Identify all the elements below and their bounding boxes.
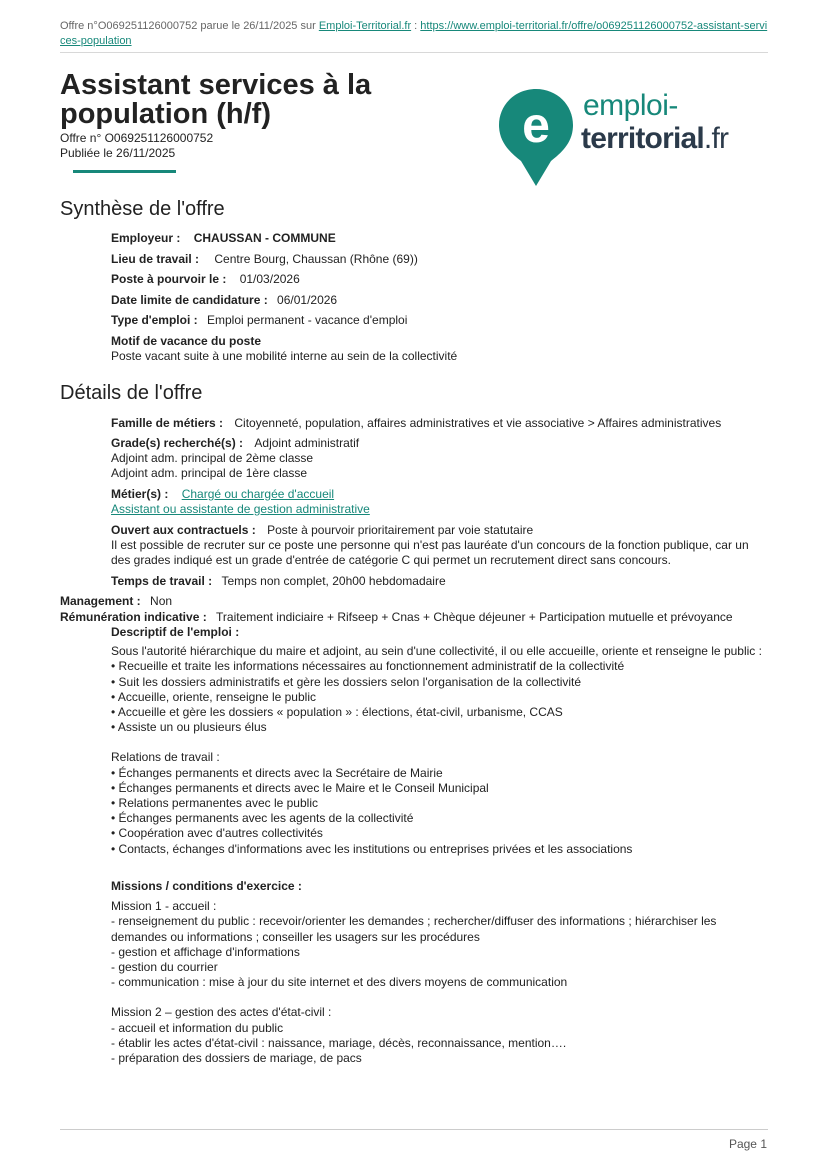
descriptif-intro: Sous l'autorité hiérarchique du maire et adjoint, au sein d'une collectivité, il ou elle accueille, oriente et renseigne le public :: [111, 644, 762, 659]
emploi-territorial-logo: [497, 87, 767, 192]
field-temps: [111, 574, 446, 589]
value-employeur: CHAUSSAN - COMMUNE: [193, 231, 336, 245]
value-motif: Poste vacant suite à une mobilité interne au sein de la collectivité: [111, 349, 458, 363]
field-poste: [111, 272, 300, 287]
site-link[interactable]: Emploi-Territorial.fr: [318, 20, 412, 32]
descriptif-bullet: • Recueille et traite les informations nécessaires au fonctionnement administratif de la collectivité: [111, 659, 625, 674]
value-remuneration: Traitement indiciaire + Rifseep + Cnas + Chèque déjeuner + Participation mutuelle et prévoyance: [216, 610, 733, 624]
label-date-limite: Date limite de candidature :: [111, 293, 268, 307]
label-famille: Famille de métiers :: [111, 416, 224, 430]
mission2-item: - préparation des dossiers de mariage, de pacs: [111, 1051, 362, 1066]
label-lieu: Lieu de travail :: [111, 252, 200, 266]
relations-item: • Échanges permanents avec les agents de la collectivité: [111, 811, 414, 826]
field-famille: [111, 416, 771, 431]
value-contractuels: Poste à pourvoir prioritairement par voie statutaire: [267, 523, 534, 537]
contractuels-note: Il est possible de recruter sur ce poste une personne qui n'est pas lauréate d'un concours de la fonction publique, car un des grades indiqué est un grade d'entrée de catégorie C qui permet un recrutement direct sans concours.: [111, 538, 749, 567]
label-employeur: Employeur :: [111, 231, 181, 245]
page-number: Page 1: [728, 1137, 767, 1151]
map-pin-e-icon: [497, 87, 575, 187]
offer-number: Offre n° O069251126000752: [60, 131, 214, 145]
offer-url-link[interactable]: https://www.emploi-territorial.fr/offre/o069251126000752-assistant-services-population: [60, 20, 768, 47]
logo-text-territorial: [581, 123, 728, 155]
grade-item: Adjoint administratif: [254, 436, 360, 450]
logo-territorial: territorial: [581, 122, 704, 155]
relations-item: • Échanges permanents et directs avec la Secrétaire de Mairie: [111, 765, 443, 780]
label-descriptif: Descriptif de l'emploi :: [111, 625, 240, 639]
field-date-limite: [111, 293, 337, 308]
label-motif: Motif de vacance du poste: [111, 334, 262, 348]
value-date-limite: 06/01/2026: [277, 293, 338, 307]
label-grades: Grade(s) recherché(s) :: [111, 436, 244, 450]
footer-divider: [60, 1129, 768, 1130]
details-heading: Détails de l'offre: [60, 382, 203, 404]
relations-item: • Contacts, échanges d'informations avec les institutions ou entreprises privées et les associations: [111, 841, 633, 856]
field-metiers: [111, 487, 370, 517]
metier-link[interactable]: Assistant ou assistante de gestion administrative: [111, 502, 370, 516]
descriptif-bullet: • Suit les dossiers administratifs et gère les dossiers selon l'organisation de la collectivité: [111, 674, 582, 689]
mission1-item: - gestion du courrier: [111, 960, 218, 975]
missions-section: [111, 879, 771, 1066]
header-divider: [60, 52, 768, 53]
field-motif: [111, 334, 457, 364]
title-accent-line: [73, 170, 176, 173]
label-missions: Missions / conditions d'exercice :: [111, 879, 302, 893]
page-title: Assistant services à la population (h/f): [60, 69, 372, 130]
descriptif-bullet: • Accueille et gère les dossiers « population » : élections, état-civil, urbanisme, CCAS: [111, 705, 563, 720]
field-type-emploi: [111, 313, 407, 328]
header-separator: :: [411, 20, 421, 32]
relations-item: • Coopération avec d'autres collectivités: [111, 826, 323, 841]
label-type-emploi: Type d'emploi :: [111, 313, 198, 327]
descriptif-bullet: • Accueille, oriente, renseigne le public: [111, 689, 316, 704]
label-remuneration: Rémunération indicative :: [60, 610, 207, 624]
label-contractuels: Ouvert aux contractuels :: [111, 523, 256, 537]
value-management: Non: [150, 594, 173, 608]
field-management: [60, 594, 172, 609]
field-grades: [111, 436, 359, 481]
header-prefix: Offre n°O069251126000752 parue le 26/11/2025 sur: [60, 20, 319, 32]
value-poste: 01/03/2026: [239, 272, 300, 286]
descriptif-section: [111, 625, 771, 857]
logo-fr: .fr: [703, 122, 729, 155]
mission1-item: - gestion et affichage d'informations: [111, 944, 300, 959]
label-management: Management :: [60, 594, 141, 608]
descriptif-bullet: • Assiste un ou plusieurs élus: [111, 720, 267, 735]
label-poste: Poste à pourvoir le :: [111, 272, 227, 286]
synthese-heading: Synthèse de l'offre: [60, 198, 225, 220]
relations-item: • Échanges permanents et directs avec le Maire et le Conseil Municipal: [111, 780, 489, 795]
relations-title: Relations de travail :: [111, 750, 220, 765]
value-lieu: Centre Bourg, Chaussan (Rhône (69)): [214, 252, 418, 266]
value-type-emploi: Emploi permanent - vacance d'emploi: [206, 313, 408, 327]
metier-link[interactable]: Chargé ou chargée d'accueil: [181, 487, 335, 501]
svg-text:e: e: [522, 97, 550, 153]
field-lieu: [111, 252, 418, 267]
value-temps: Temps non complet, 20h00 hebdomadaire: [221, 574, 446, 588]
value-famille: Citoyenneté, population, affaires administratives et vie associative > Affaires administratives: [234, 416, 722, 430]
grade-item: Adjoint adm. principal de 1ère classe: [111, 466, 308, 480]
mission2-title: Mission 2 – gestion des actes d'état-civil :: [111, 1005, 332, 1020]
field-employeur: [111, 231, 336, 246]
mission1-title: Mission 1 - accueil :: [111, 899, 217, 914]
field-contractuels: [111, 523, 771, 568]
mission1-item: - renseignement du public : recevoir/orienter les demandes ; rechercher/diffuser des informations ; hiérarchiser les demandes ou informations ; conseiller les usagers sur les procédures: [111, 914, 717, 944]
field-remuneration: [60, 610, 733, 625]
mission1-item: - communication : mise à jour du site internet et des divers moyens de communication: [111, 975, 568, 990]
offer-source-header: [60, 19, 770, 49]
label-temps: Temps de travail :: [111, 574, 213, 588]
mission2-item: - accueil et information du public: [111, 1020, 284, 1035]
published-date: Publiée le 26/11/2025: [60, 146, 176, 160]
relations-item: • Relations permanentes avec le public: [111, 796, 318, 811]
label-metiers: Métier(s) :: [111, 487, 169, 501]
offer-meta: [60, 131, 213, 161]
grade-item: Adjoint adm. principal de 2ème classe: [111, 451, 314, 465]
mission2-item: - établir les actes d'état-civil : naissance, mariage, décès, reconnaissance, mention….: [111, 1035, 567, 1050]
logo-text-emploi: emploi-: [583, 89, 678, 122]
